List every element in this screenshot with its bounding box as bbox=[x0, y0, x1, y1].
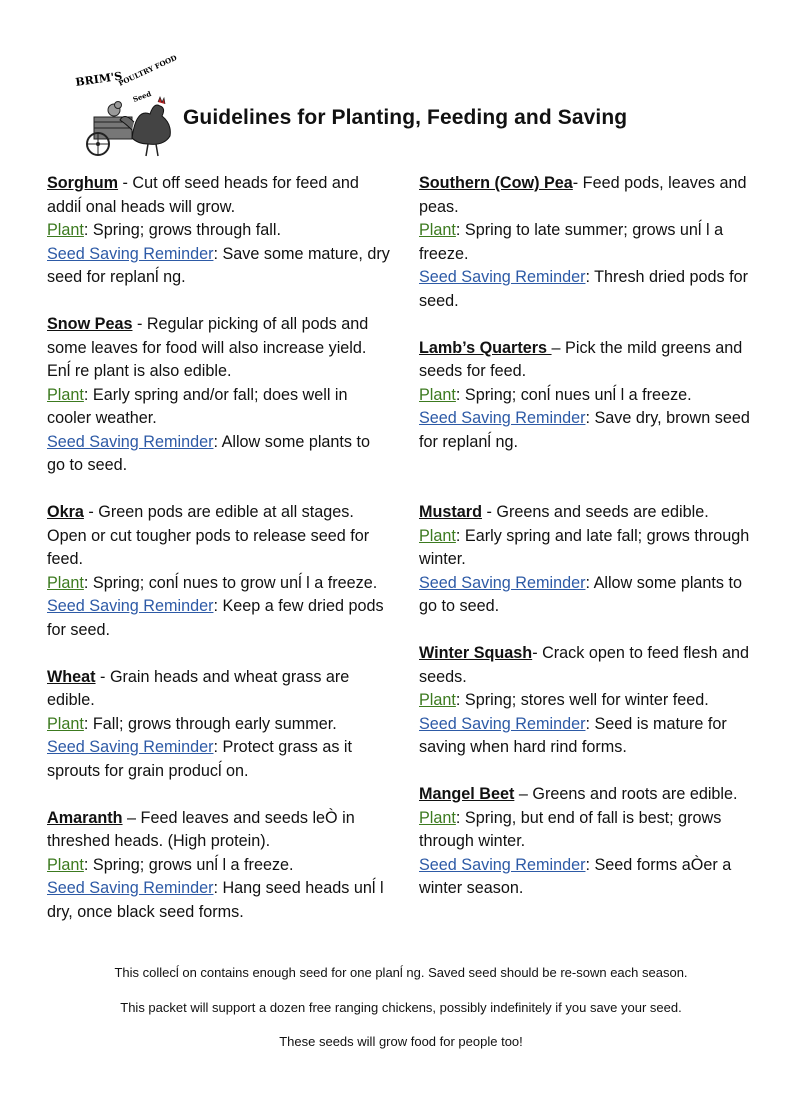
seed-saving-reminder-label: Seed Saving Reminder bbox=[419, 268, 586, 286]
reminder-text: : Hang seed heads unĺ l dry, once black seed forms. bbox=[47, 879, 384, 921]
crop-description: - Cut off seed heads for feed and addiĺ onal heads will grow. bbox=[47, 174, 359, 216]
reminder-text: : Seed is mature for saving when hard rind forms. bbox=[419, 714, 727, 756]
plant-label: Plant bbox=[419, 221, 456, 239]
footer-note-packet: This packet will support a dozen free ranging chickens, possibly indefinitely if you save your seed. bbox=[120, 1000, 682, 1015]
reminder-text: : Allow some plants to go to seed. bbox=[47, 432, 371, 474]
seed-saving-reminder-label: Seed Saving Reminder bbox=[47, 432, 214, 451]
plant-label: Plant bbox=[419, 385, 456, 404]
seed-saving-reminder-label: Seed Saving Reminder bbox=[47, 244, 214, 263]
right-column bbox=[419, 172, 764, 901]
reminder-text: : Thresh dried pods for seed. bbox=[419, 268, 749, 310]
logo-seed-text: Seed bbox=[131, 88, 153, 104]
crop-description: – Pick the mild greens and seeds for feed. bbox=[419, 338, 743, 380]
crop-entry-mustard bbox=[419, 501, 764, 619]
reminder-text: : Seed forms aÒer a winter season. bbox=[419, 855, 732, 897]
plant-text: : Early spring and/or fall; does well in cooler weather. bbox=[47, 385, 348, 427]
plant-label: Plant bbox=[47, 855, 84, 874]
seed-saving-reminder-label: Seed Saving Reminder bbox=[419, 573, 586, 592]
crop-name: Okra bbox=[47, 503, 84, 521]
plant-text: : Spring; conĺ nues to grow unĺ l a freeze. bbox=[83, 573, 378, 592]
crop-name: Mangel Beet bbox=[419, 785, 515, 803]
crop-name: Mustard bbox=[419, 503, 482, 521]
crop-entry-snow-peas bbox=[47, 313, 392, 478]
plant-text: : Spring; conĺ nues unĺ l a freeze. bbox=[455, 385, 692, 404]
crop-name: Amaranth bbox=[47, 808, 123, 827]
plant-label: Plant bbox=[419, 808, 456, 827]
reminder-text: : Save dry, brown seed for replanĺ ng. bbox=[419, 409, 750, 451]
crop-description: – Greens and roots are edible. bbox=[514, 785, 738, 803]
crop-entry-sorghum bbox=[47, 172, 392, 290]
crop-entry-wheat bbox=[47, 666, 392, 784]
seed-saving-reminder-label: Seed Saving Reminder bbox=[47, 597, 214, 615]
plant-label: Plant bbox=[47, 221, 84, 239]
crop-name: Southern (Cow) Pea bbox=[419, 174, 573, 192]
plant-label: Plant bbox=[419, 526, 456, 545]
plant-text: : Spring, but end of fall is best; grows through winter. bbox=[419, 808, 722, 850]
plant-label: Plant bbox=[47, 714, 84, 733]
crop-description: – Feed leaves and seeds leÒ in threshed heads. (High protein). bbox=[47, 808, 355, 850]
plant-label: Plant bbox=[47, 385, 84, 404]
crop-description: - Grain heads and wheat grass are edible. bbox=[47, 667, 350, 709]
left-column bbox=[47, 172, 392, 924]
plant-text: : Early spring and late fall; grows through winter. bbox=[419, 526, 750, 568]
crop-entry-southern-cow-pea bbox=[419, 172, 764, 313]
crop-entry-winter-squash bbox=[419, 642, 764, 760]
footer-note-collection: This collecĺ on contains enough seed for one planĺ ng. Saved seed should be re-sown each season. bbox=[114, 965, 688, 980]
reminder-text: : Save some mature, dry seed for replanĺ ng. bbox=[47, 244, 390, 286]
reminder-text: : Allow some plants to go to seed. bbox=[419, 573, 743, 615]
seed-saving-reminder-label: Seed Saving Reminder bbox=[419, 409, 586, 427]
page-title: Guidelines for Planting, Feeding and Saving bbox=[183, 106, 628, 129]
crop-description: - Greens and seeds are edible. bbox=[481, 503, 709, 521]
crop-description: - Green pods are edible at all stages. Open or cut tougher pods to release seed for feed. bbox=[47, 503, 370, 568]
crop-name: Winter Squash bbox=[419, 644, 533, 662]
brims-logo bbox=[74, 52, 184, 162]
logo-brims-text: BRIM'S bbox=[74, 69, 124, 89]
reminder-text: : Keep a few dried pods for seed. bbox=[47, 597, 384, 639]
plant-text: : Fall; grows through early summer. bbox=[83, 714, 337, 733]
plant-text: : Spring; stores well for winter feed. bbox=[455, 691, 709, 709]
crop-entry-okra bbox=[47, 501, 392, 642]
plant-text: : Spring to late summer; grows unĺ l a freeze. bbox=[419, 221, 724, 263]
crop-name: Lamb’s Quarters bbox=[419, 338, 552, 357]
logo-poultry-text: POULTRY FOOD bbox=[117, 52, 179, 88]
crop-description: - Regular picking of all pods and some leaves for food will also increase yield. Enĺ re plant is also edible. bbox=[47, 315, 369, 380]
crop-name: Snow Peas bbox=[47, 315, 133, 333]
crop-entry-mangel-beet bbox=[419, 783, 764, 901]
crop-description: - Crack open to feed flesh and seeds. bbox=[419, 644, 750, 686]
crop-name: Sorghum bbox=[47, 174, 119, 192]
seed-saving-reminder-label: Seed Saving Reminder bbox=[47, 738, 214, 756]
crop-description: - Feed pods, leaves and peas. bbox=[419, 174, 747, 216]
seed-saving-reminder-label: Seed Saving Reminder bbox=[419, 714, 586, 733]
footer-note-people: These seeds will grow food for people too! bbox=[279, 1034, 523, 1049]
crop-entry-lambs-quarters bbox=[419, 337, 764, 455]
seed-saving-reminder-label: Seed Saving Reminder bbox=[47, 879, 214, 897]
plant-label: Plant bbox=[419, 691, 456, 709]
crop-name: Wheat bbox=[47, 667, 96, 686]
plant-text: : Spring; grows unĺ l a freeze. bbox=[83, 855, 294, 874]
rooster-cart-icon bbox=[74, 52, 184, 162]
plant-text: : Spring; grows through fall. bbox=[83, 221, 281, 239]
crop-entry-amaranth bbox=[47, 807, 392, 925]
seed-saving-reminder-label: Seed Saving Reminder bbox=[419, 855, 586, 874]
plant-label: Plant bbox=[47, 573, 84, 592]
reminder-text: : Protect grass as it sprouts for grain producĺ on. bbox=[47, 738, 353, 780]
